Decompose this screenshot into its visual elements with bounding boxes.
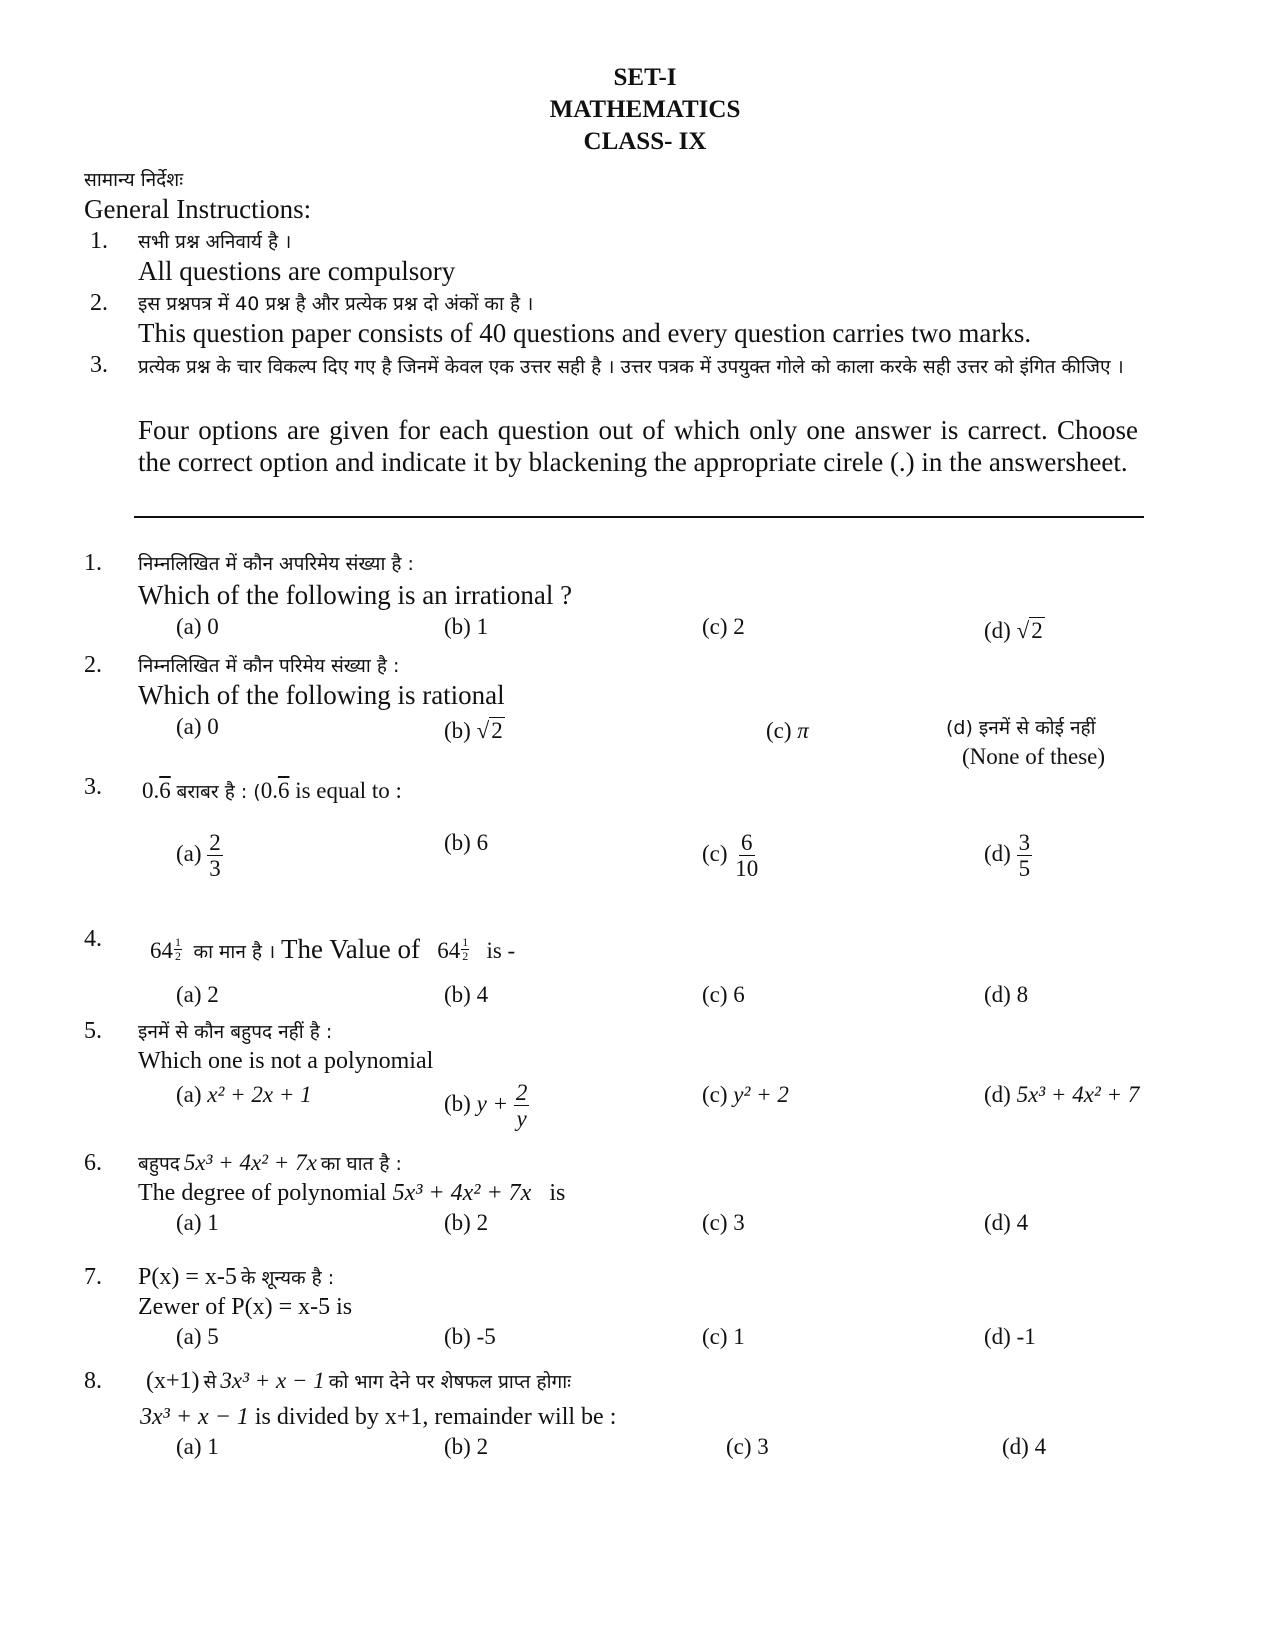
fraction [514,1080,530,1132]
hindi-text: का घात है : [320,1153,402,1175]
denominator: 2 [462,948,469,963]
instruction-hindi: सभी प्रश्न अनिवार्य है । [138,231,292,253]
exponent-fraction [461,936,469,962]
option-a: (a) 1 [176,1434,219,1459]
denominator: 5 [1018,856,1031,882]
hindi-text: बहुपद [138,1153,180,1175]
radicand: 2 [491,718,503,743]
hindi-text: से [203,1371,217,1393]
expression: 3x³ + x − 1 [220,1368,325,1393]
denominator: y [516,1106,527,1132]
option-b: (b) 6 [444,830,489,855]
decimal-part: 0. [142,778,160,803]
denominator: 10 [735,856,759,882]
question-text: Which one is not a polynomial [138,1048,434,1074]
option-c: (c) 1 [702,1324,745,1349]
question-text [150,934,515,965]
question-number: 8. [84,1368,102,1394]
question-text-hindi [138,1264,334,1291]
option-c: (c) 2 [702,614,745,639]
option-c: (c) 6 [702,982,745,1007]
english-text: The degree of polynomial [138,1180,387,1206]
option-d: (d) 8 [984,982,1029,1007]
option-c [702,830,760,882]
option-b: (b) 1 [444,614,489,639]
option-label: (d) [984,841,1011,867]
expression: 5x³ + 4x² + 7 [1016,1082,1140,1107]
option-d: (d) 4 [984,1210,1029,1235]
question-text-hindi: निम्नलिखित में कौन अपरिमेय संख्या है : [138,553,414,575]
option-c: (c) 3 [702,1210,745,1235]
option-a: (a) 5 [176,1324,219,1349]
question-text-english: is equal to : [295,778,402,803]
option-a: (a) 0 [176,714,219,739]
instruction-english: All questions are compulsory [138,256,456,286]
expression: 5x³ + 4x² + 7x [392,1180,532,1206]
expression: 5x³ + 4x² + 7x [183,1150,317,1175]
function-expression: P(x) = x-5 [138,1264,237,1290]
base: 64 [437,938,461,963]
option-a: (a) 1 [176,1210,219,1235]
option-label: (a) [176,841,202,867]
question-text-english: The Value of [281,934,420,964]
option-d-english: (None of these) [962,744,1106,769]
question-text: Zewer of P(x) = x-5 is [138,1294,353,1320]
question-number: 6. [84,1150,102,1176]
decimal-part: 0. [260,778,278,803]
hindi-text: के शून्यक है : [240,1267,335,1289]
option-label: (d) [984,1082,1011,1107]
question-number: 3. [84,774,102,800]
option-a [176,830,223,882]
option-c [702,1082,789,1108]
numerator: 3 [1018,830,1031,855]
option-label: (b) [444,1091,471,1117]
question-number: 4. [84,926,102,952]
question-text-hindi: का मान है । [193,941,276,963]
option-label: (d) [984,618,1011,643]
recurring-digit: 6 [277,778,290,803]
option-label: (b) [444,718,471,743]
divisor: (x+1) [146,1368,200,1394]
question-text-hindi [138,1150,402,1176]
option-b [444,1080,529,1132]
expression: y² + 2 [733,1082,789,1107]
question-text-hindi: बराबर है : ( [176,781,261,803]
option-d: (d) इनमें से कोई नहीं [946,717,1096,739]
expression: y + [476,1091,509,1117]
question-text-hindi [146,1368,571,1395]
option-d [984,1082,1139,1108]
recurring-digit: 6 [159,778,171,803]
instruction-english: This question paper consists of 40 questions and every question carries two marks. [138,318,1032,348]
denominator: 2 [175,948,181,963]
option-c [766,718,809,744]
fraction [733,830,760,882]
instruction-number: 2. [90,290,108,316]
question-number: 5. [84,1018,102,1044]
option-b: (b) 4 [444,982,489,1007]
expression: x² + 2x + 1 [207,1082,312,1107]
question-text-hindi: इनमें से कौन बहुपद नहीं है : [138,1021,333,1043]
fraction [1017,830,1033,882]
instruction-number: 1. [90,228,108,254]
denominator: 3 [209,856,221,882]
option-a: (a) 0 [176,614,219,639]
set-label: SET-I [613,64,677,91]
option-label: (a) [176,1082,202,1107]
instruction-hindi: प्रत्येक प्रश्न के चार विकल्प दिए गए है जिनमें केवल एक उत्तर सही है । उत्तर पत्रक में उपयुक्त गोले को काला करके सही उत्तर को इंगित कीजिए । [138,356,1124,378]
exponent-fraction [174,936,182,962]
instruction-english: Four options are given for each question out of which only one answer is carrect. Choose the correct option and indicate it by blackening the appropriate cirele (.) in the answersheet. [138,415,1138,477]
base: 64 [150,938,173,963]
option-label: (c) [702,1082,728,1107]
english-text: is divided by x+1, remainder will be : [254,1404,617,1430]
option-a [176,1082,312,1108]
option-b [444,718,505,744]
numerator: 2 [515,1080,528,1105]
hindi-text: को भाग देने पर शेषफल प्राप्त होगाः [328,1371,571,1393]
instruction-number: 3. [90,352,108,378]
numerator: 6 [741,830,753,855]
expression: 3x³ + x − 1 [140,1404,249,1430]
option-d: (d) 4 [1002,1434,1047,1459]
question-number: 7. [84,1264,102,1290]
numerator: 1 [175,935,181,949]
class-label: CLASS- IX [583,128,707,155]
fraction [207,830,223,882]
option-a: (a) 2 [176,982,219,1007]
subject-title: MATHEMATICS [549,96,741,123]
numerator: 2 [209,830,221,855]
divider-line [134,516,1144,518]
option-d [984,830,1032,882]
sqrt-symbol: √2 [1016,618,1043,643]
english-text: is [549,1180,566,1206]
pi-symbol: π [797,718,809,743]
option-d [984,618,1045,644]
question-text [142,778,402,804]
question-text-hindi: निम्नलिखित में कौन परिमेय संख्या है : [138,655,400,677]
question-text [140,1404,616,1431]
option-c: (c) 3 [726,1434,769,1459]
instructions-title-hindi: सामान्य निर्देशः [84,169,184,191]
question-text: Which of the following is an irrational ? [138,580,573,610]
instruction-hindi: इस प्रश्नपत्र में 40 प्रश्न है और प्रत्येक प्रश्न दो अंकों का है । [138,293,534,315]
question-number: 2. [84,652,102,678]
numerator: 1 [462,935,469,949]
question-number: 1. [84,550,102,576]
question-text [138,1180,565,1207]
option-b: (b) -5 [444,1324,496,1349]
option-label: (c) [766,718,792,743]
option-label: (c) [702,841,728,867]
question-text: Which of the following is rational [138,680,505,710]
option-b: (b) 2 [444,1210,489,1235]
option-b: (b) 2 [444,1434,489,1459]
option-d: (d) -1 [984,1324,1036,1349]
instructions-title: General Instructions: [84,194,312,224]
radicand: 2 [1031,618,1043,643]
sqrt-symbol: √2 [476,718,503,743]
question-text-english: is - [486,938,516,963]
